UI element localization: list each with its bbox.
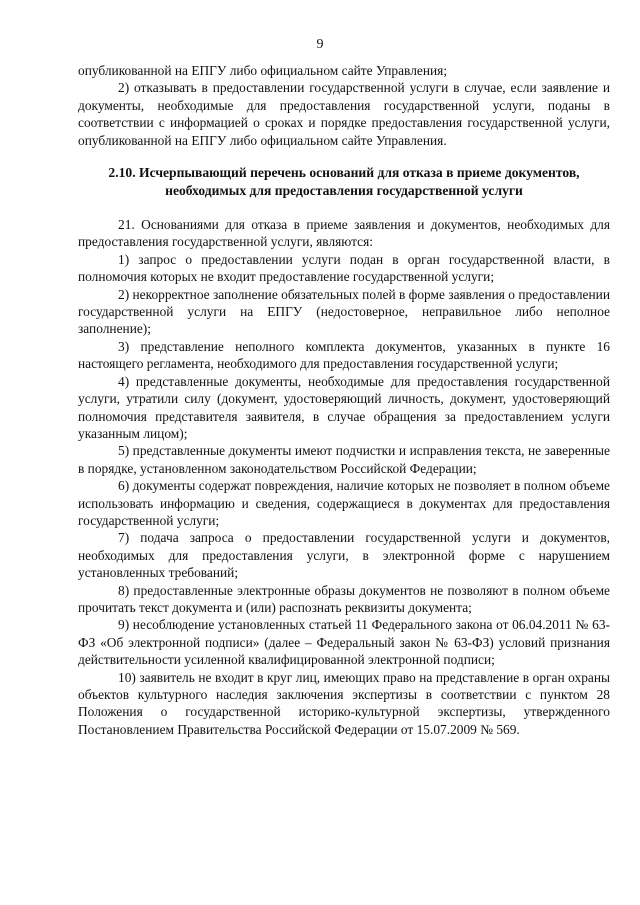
page-content [78,62,610,738]
list-item-3: 3) представление неполного комплекта документов, указанных в пункте 16 настоящего регламента, необходимого для предоставления государственной услуги; [78,338,610,372]
paragraph-continuation: опубликованной на ЕПГУ либо официальном сайте Управления; [78,63,448,78]
list-item-9: 9) несоблюдение установленных статьей 11 Федерального закона от 06.04.2011 № 63-ФЗ «Об электронной подписи» (далее – Федеральный закон № 63-ФЗ) условий признания действительности усиленной квалифицированной электронной подписи; [78,617,610,668]
list-item-7: 7) подача запроса о предоставлении государственной услуги и документов, необходимых для предоставления услуги, в электронной форме с нарушением установленных требований; [78,530,610,581]
paragraph-21-intro: 21. Основаниями для отказа в приеме заявления и документов, необходимых для предоставления государственной услуги, являются: [78,217,610,250]
section-heading-line2: необходимых для предоставления государственной услуги [165,183,523,199]
list-item-2: 2) некорректное заполнение обязательных полей в форме заявления о предоставлении государственной услуги на ЕПГУ (недостоверное, неправильное либо неполное заполнение); [78,286,610,337]
list-item-2-refuse: 2) отказывать в предоставлении государственной услуги в случае, если заявление и документы, необходимые для предоставления государственной услуги, поданы в соответствии с информацией о сроках и порядке предоставления государственной услуги, опубликованной на ЕПГУ либо официальном сайте Управления. [78,80,610,148]
list-item-6: 6) документы содержат повреждения, наличие которых не позволяет в полном объеме использовать информацию и сведения, содержащиеся в документах для предоставления государственной услуги; [78,478,610,528]
list-item-8: 8) предоставленные электронные образы документов не позволяют в полном объеме прочитать текст документа и (или) распознать реквизиты документа; [78,582,610,615]
list-item-1: 1) запрос о предоставлении услуги подан в орган государственной власти, в полномочия которых не входит предоставление государственной услуги; [78,251,610,285]
list-item-10: 10) заявитель не входит в круг лиц, имеющих право на представление в орган охраны объектов культурного наследия заключения экспертизы в соответствии с пунктом 28 Положения о государственной историко-культурной экспертизы, утвержденного Постановлением Правительства Российской Федерации от 15.07.2009 № 569. [78,669,610,737]
section-heading [78,164,610,200]
list-item-5: 5) представленные документы имеют подчистки и исправления текста, не заверенные в порядке, установленном законодательством Российской Федерации; [78,443,610,476]
page-number: 9 [316,37,324,52]
list-item-4: 4) представленные документы, необходимые для предоставления государственной услуги, утратили силу (документ, удостоверяющий личность, документ, удостоверяющий полномочия представителя заявителя, в случае обращения за предоставлением услуги указанным лицом); [78,373,610,441]
section-heading-line1: 2.10. Исчерпывающий перечень оснований для отказа в приеме документов, [108,165,580,181]
